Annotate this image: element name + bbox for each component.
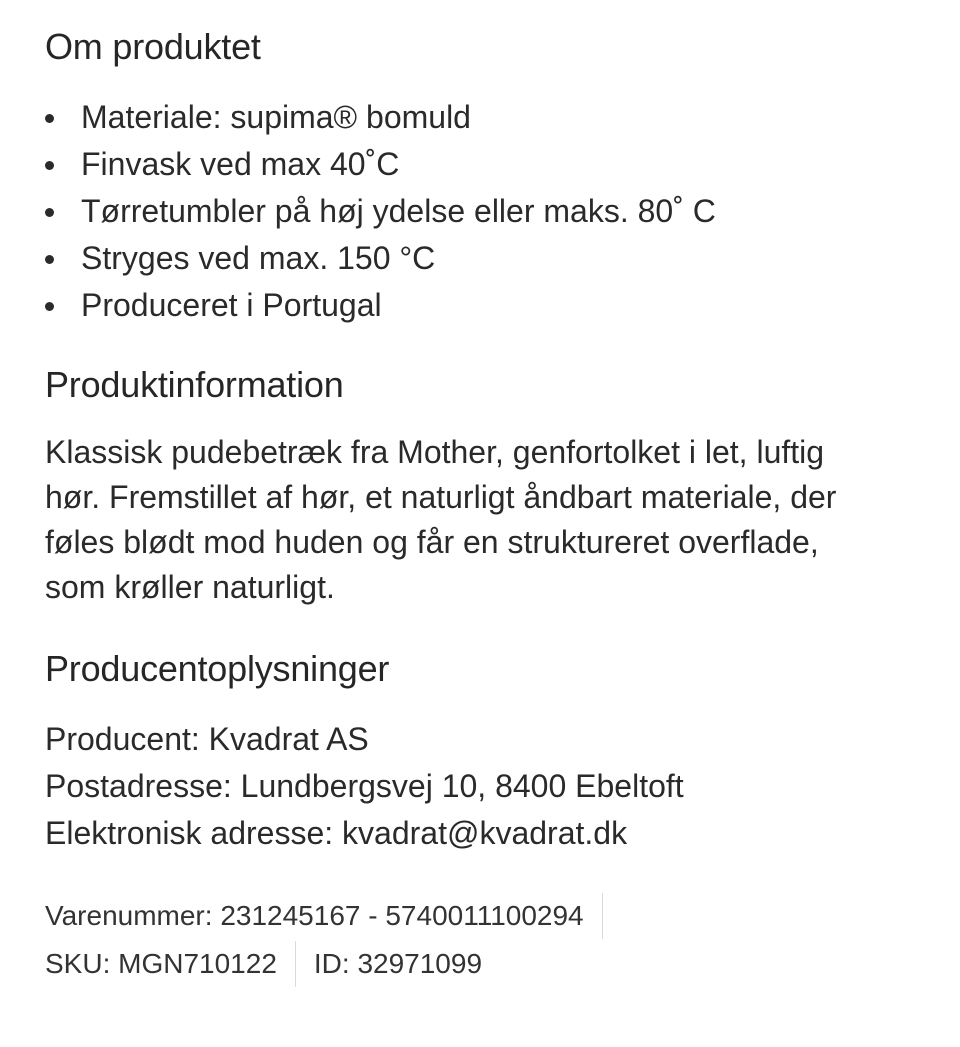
producer-name: Producent: Kvadrat AS xyxy=(45,721,369,757)
product-id: ID: 32971099 xyxy=(313,948,483,979)
sku: SKU: MGN710122 xyxy=(45,948,277,979)
bullet-dot-icon xyxy=(45,302,54,311)
list-item xyxy=(45,94,925,141)
list-item xyxy=(45,235,925,282)
bullet-text: Stryges ved max. 150 °C xyxy=(81,240,436,276)
producer-email: Elektronisk adresse: kvadrat@kvadrat.dk xyxy=(45,815,628,851)
description-line: Klassisk pudebetræk fra Mother, genfortolket i let, luftig xyxy=(45,434,825,470)
producer-postal-address: Postadresse: Lundbergsvej 10, 8400 Ebeltoft xyxy=(45,768,684,804)
description-line: som krøller naturligt. xyxy=(45,569,335,605)
bullet-text: Finvask ved max 40˚C xyxy=(81,146,400,182)
producer-info xyxy=(45,716,925,857)
bullet-dot-icon xyxy=(45,114,54,123)
bullet-text: Tørretumbler på høj ydelse eller maks. 80˚ C xyxy=(81,193,716,229)
description-line: føles blødt mod huden og får en struktureret overflade, xyxy=(45,524,819,560)
product-meta xyxy=(45,892,621,988)
item-number: Varenummer: 231245167 - 5740011100294 xyxy=(45,900,584,931)
divider xyxy=(295,941,296,987)
meta-row-sku-id xyxy=(45,940,621,988)
section-title-producer: Producentoplysninger xyxy=(45,648,390,689)
about-bullet-list xyxy=(45,94,925,329)
list-item xyxy=(45,141,925,188)
bullet-dot-icon xyxy=(45,208,54,217)
product-description xyxy=(45,430,925,610)
section-title-product-info: Produktinformation xyxy=(45,364,344,405)
bullet-dot-icon xyxy=(45,161,54,170)
list-item xyxy=(45,188,925,235)
bullet-text: Materiale: supima® bomuld xyxy=(81,99,471,135)
description-line: hør. Fremstillet af hør, et naturligt åndbart materiale, der xyxy=(45,479,837,515)
meta-row-item-number xyxy=(45,892,621,940)
section-title-about: Om produktet xyxy=(45,26,261,67)
bullet-dot-icon xyxy=(45,255,54,264)
divider xyxy=(602,893,603,939)
bullet-text: Produceret i Portugal xyxy=(81,287,382,323)
list-item xyxy=(45,282,925,329)
